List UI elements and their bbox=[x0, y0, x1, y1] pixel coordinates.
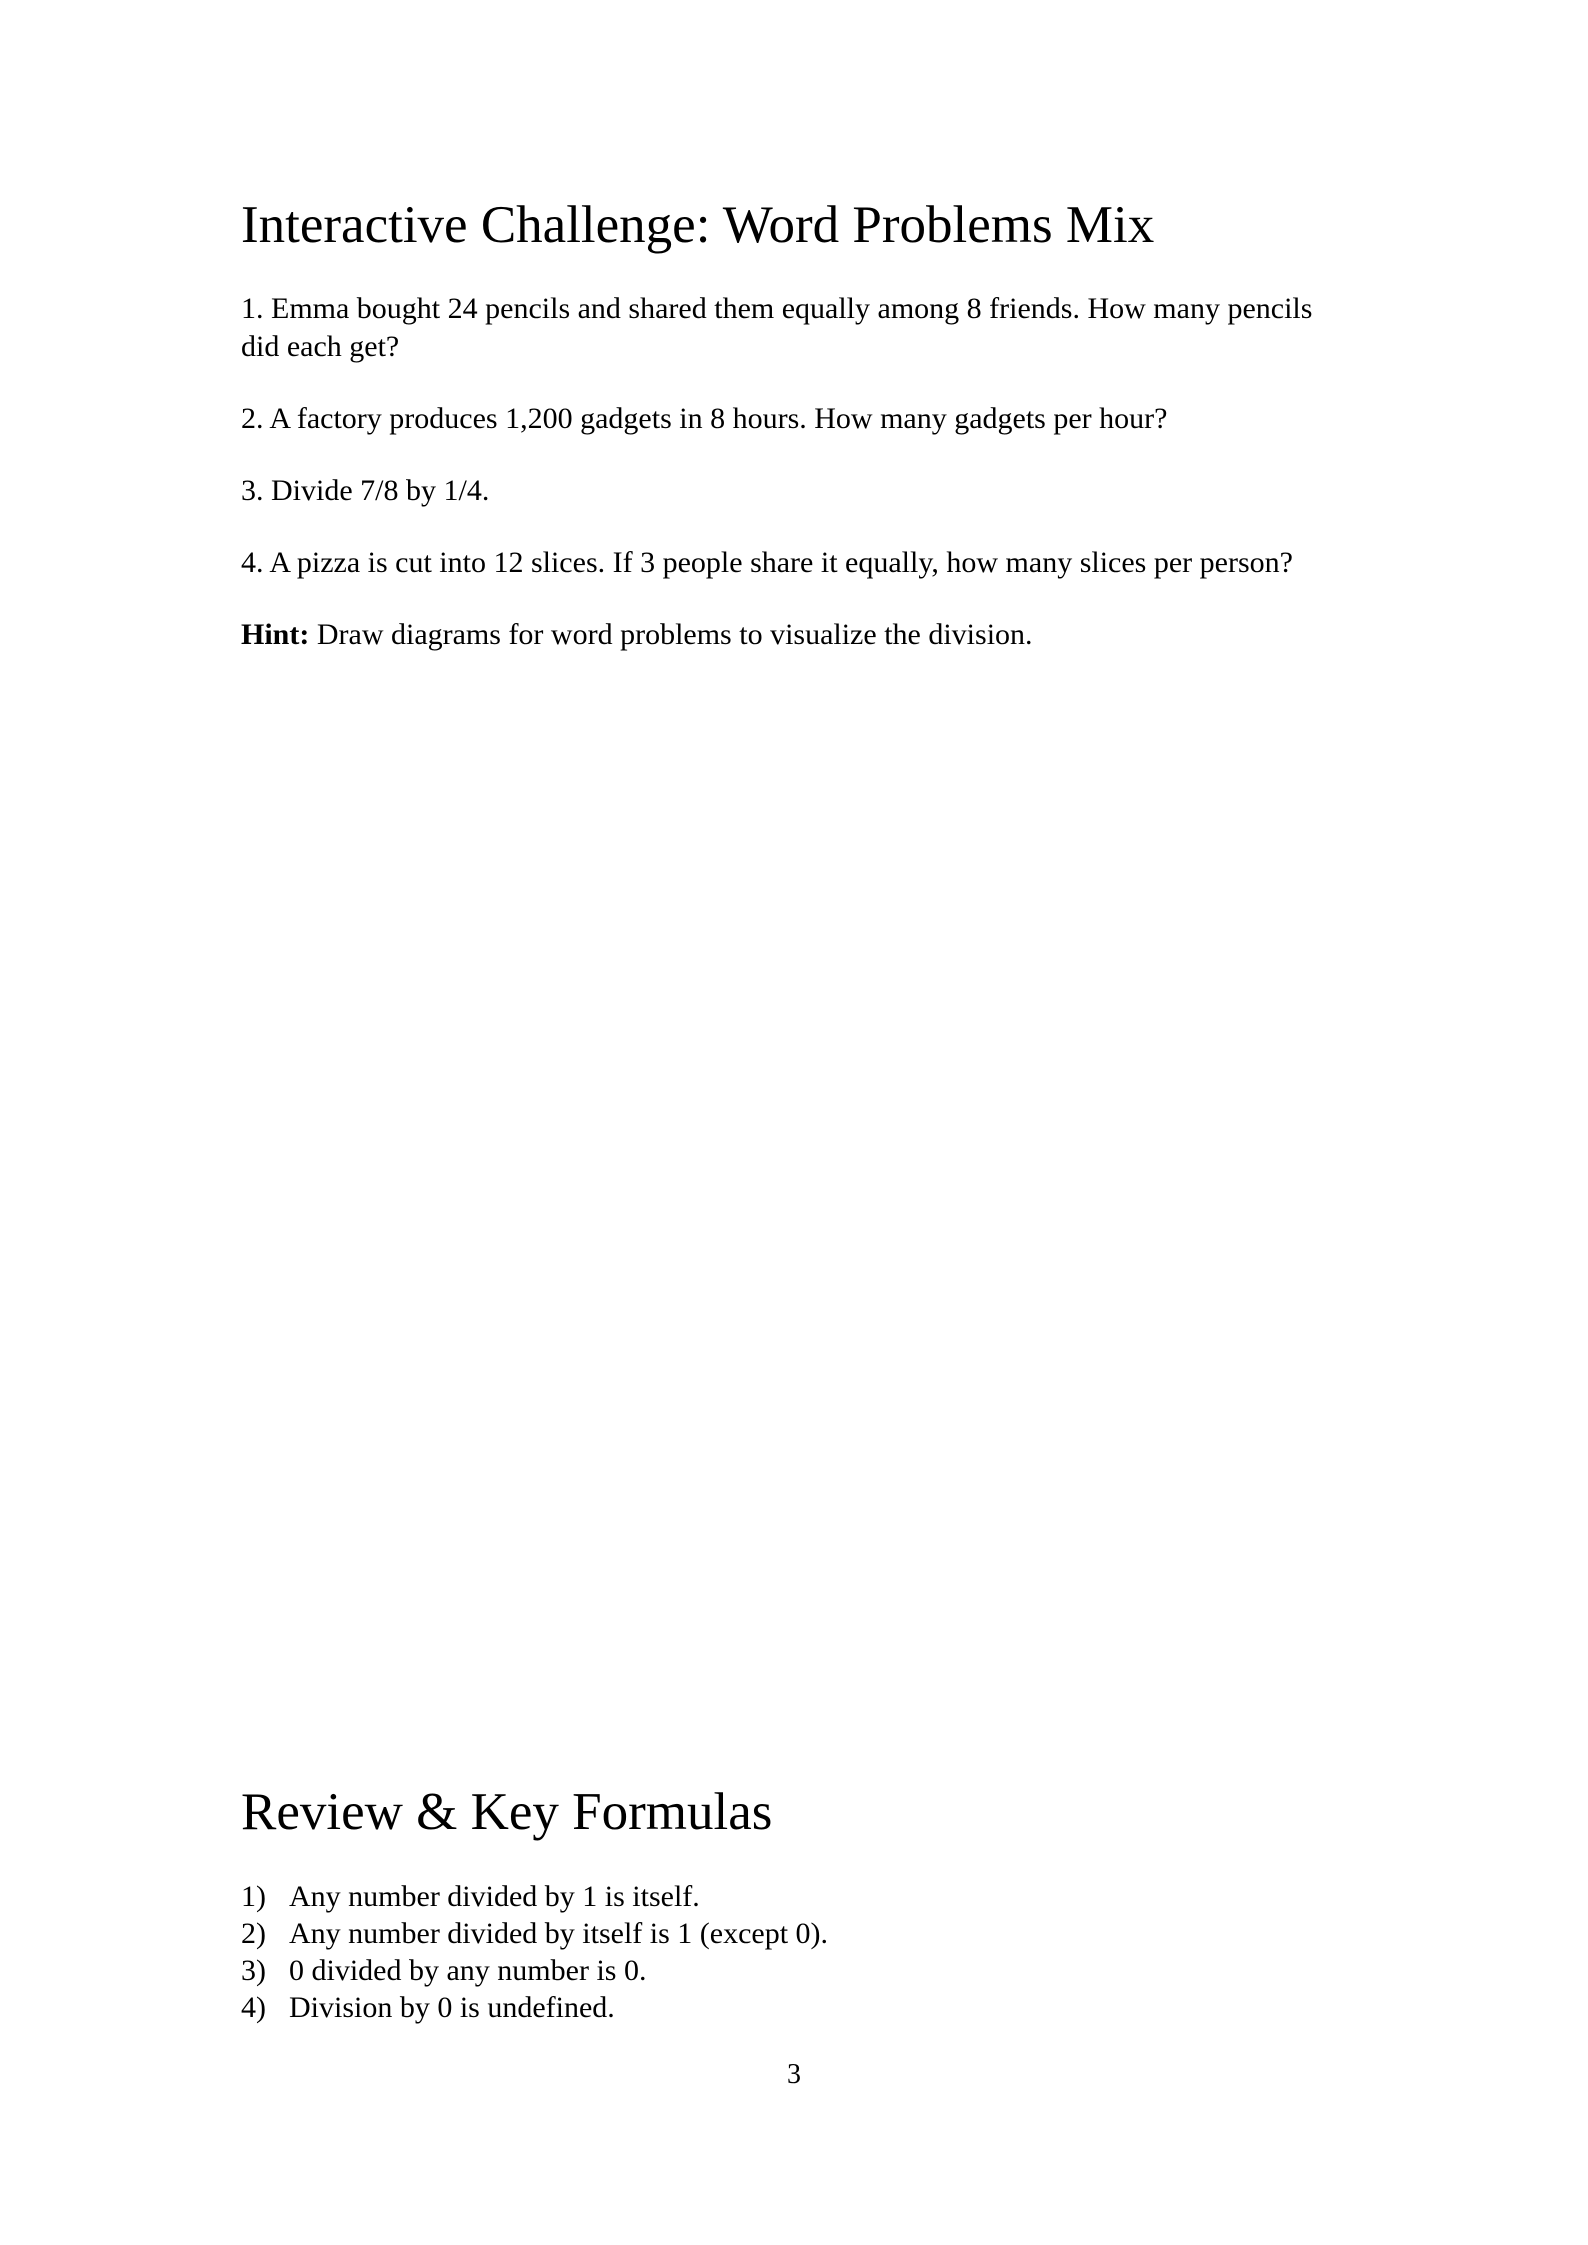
formula-text: Division by 0 is undefined. bbox=[289, 1991, 615, 2024]
problem-2: 2. A factory produces 1,200 gadgets in 8 hours. How many gadgets per hour? bbox=[241, 402, 1168, 435]
formula-number: 2) bbox=[241, 1917, 266, 1950]
hint bbox=[241, 616, 1321, 654]
formula-number: 1) bbox=[241, 1880, 266, 1913]
formula-text: 0 divided by any number is 0. bbox=[289, 1954, 647, 1987]
challenge-title: Interactive Challenge: Word Problems Mix bbox=[241, 196, 1155, 254]
formula-item bbox=[241, 1989, 828, 2026]
problem-list bbox=[241, 290, 1321, 654]
hint-text: Draw diagrams for word problems to visualize the division. bbox=[309, 618, 1033, 651]
problem-4: 4. A pizza is cut into 12 slices. If 3 people share it equally, how many slices per person? bbox=[241, 546, 1293, 579]
formula-number: 4) bbox=[241, 1991, 266, 2024]
formula-item bbox=[241, 1915, 828, 1952]
formula-item bbox=[241, 1952, 828, 1989]
formula-list bbox=[241, 1878, 828, 2026]
formula-item bbox=[241, 1878, 828, 1915]
formula-text: Any number divided by itself is 1 (except 0). bbox=[289, 1917, 829, 1950]
formula-number: 3) bbox=[241, 1954, 266, 1987]
hint-label: Hint: bbox=[241, 618, 310, 651]
review-title: Review & Key Formulas bbox=[241, 1783, 773, 1841]
problem-1: 1. Emma bought 24 pencils and shared them equally among 8 friends. How many pencils did each get? bbox=[241, 292, 1313, 363]
page-number: 3 bbox=[787, 2059, 801, 2090]
problem-3: 3. Divide 7/8 by 1/4. bbox=[241, 474, 490, 507]
formula-text: Any number divided by 1 is itself. bbox=[289, 1880, 700, 1913]
